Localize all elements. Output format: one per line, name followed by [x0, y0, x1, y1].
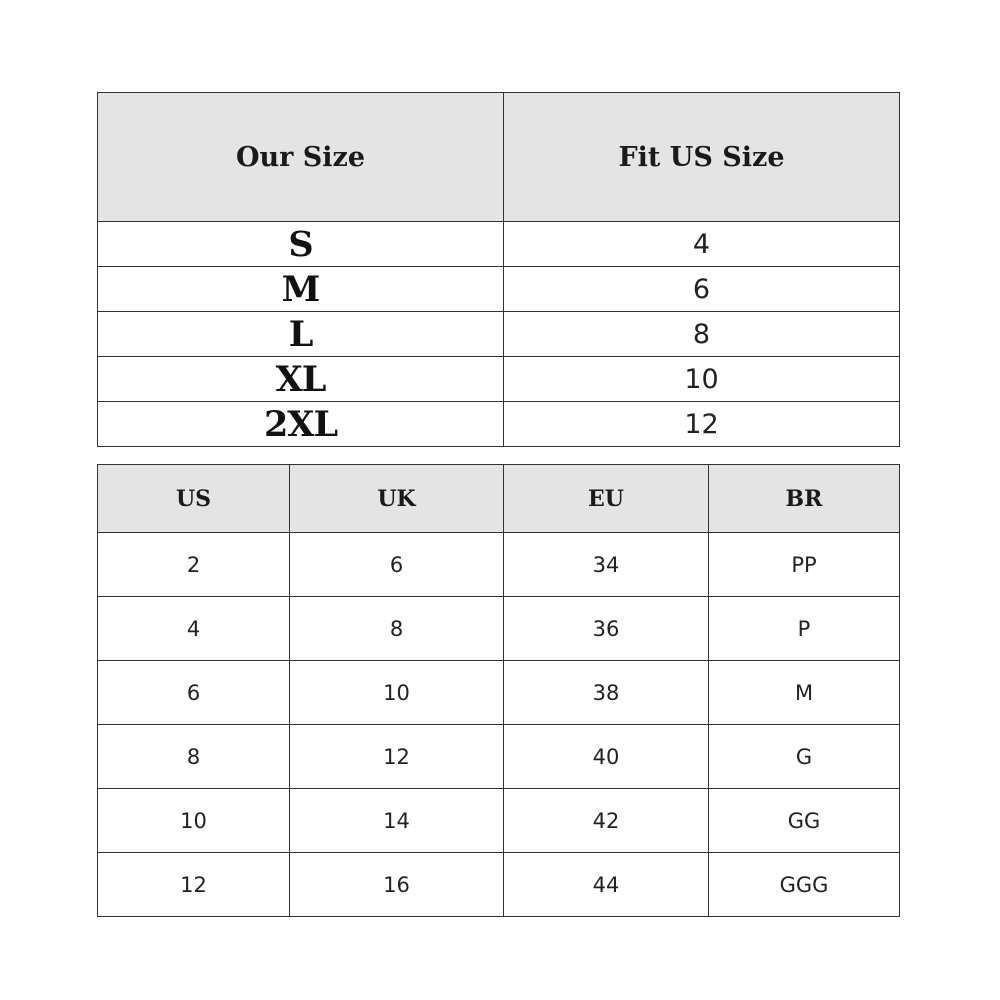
table-row: [98, 661, 900, 725]
table-row: [98, 597, 900, 661]
table-header-row: [98, 465, 900, 533]
table-row: [98, 267, 900, 312]
br-cell: M: [709, 661, 900, 725]
our-size-cell: 2XL: [98, 402, 504, 447]
uk-cell: 14: [290, 789, 504, 853]
table-row: [98, 222, 900, 267]
table-row: [98, 402, 900, 447]
us-cell: 4: [98, 597, 290, 661]
table-row: [98, 853, 900, 917]
header-br: BR: [709, 465, 900, 533]
fit-us-size-cell: 4: [504, 222, 900, 267]
eu-cell: 40: [504, 725, 709, 789]
br-cell: GGG: [709, 853, 900, 917]
us-cell: 10: [98, 789, 290, 853]
table-row: [98, 312, 900, 357]
size-fit-table: [97, 92, 900, 447]
our-size-cell: XL: [98, 357, 504, 402]
header-uk: UK: [290, 465, 504, 533]
fit-us-size-cell: 6: [504, 267, 900, 312]
header-our-size: Our Size: [98, 93, 504, 222]
table-row: [98, 789, 900, 853]
us-cell: 12: [98, 853, 290, 917]
table-header-row: [98, 93, 900, 222]
br-cell: PP: [709, 533, 900, 597]
eu-cell: 38: [504, 661, 709, 725]
table-row: [98, 533, 900, 597]
br-cell: G: [709, 725, 900, 789]
eu-cell: 42: [504, 789, 709, 853]
br-cell: GG: [709, 789, 900, 853]
fit-us-size-cell: 8: [504, 312, 900, 357]
eu-cell: 34: [504, 533, 709, 597]
table-row: [98, 725, 900, 789]
uk-cell: 10: [290, 661, 504, 725]
eu-cell: 36: [504, 597, 709, 661]
our-size-cell: M: [98, 267, 504, 312]
uk-cell: 12: [290, 725, 504, 789]
fit-us-size-cell: 12: [504, 402, 900, 447]
header-eu: EU: [504, 465, 709, 533]
us-cell: 6: [98, 661, 290, 725]
fit-us-size-cell: 10: [504, 357, 900, 402]
us-cell: 8: [98, 725, 290, 789]
our-size-cell: S: [98, 222, 504, 267]
uk-cell: 16: [290, 853, 504, 917]
header-fit-us-size: Fit US Size: [504, 93, 900, 222]
table-row: [98, 357, 900, 402]
us-cell: 2: [98, 533, 290, 597]
header-us: US: [98, 465, 290, 533]
eu-cell: 44: [504, 853, 709, 917]
uk-cell: 8: [290, 597, 504, 661]
uk-cell: 6: [290, 533, 504, 597]
our-size-cell: L: [98, 312, 504, 357]
br-cell: P: [709, 597, 900, 661]
size-conversion-table: [97, 464, 900, 917]
